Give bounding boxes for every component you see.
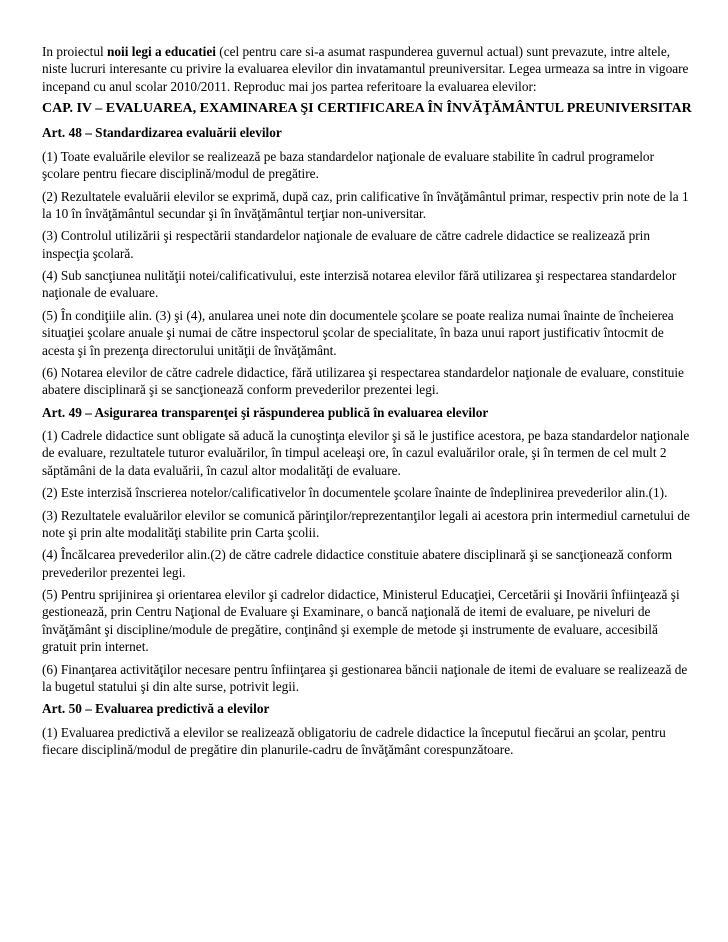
article-49-paragraph-6: (6) Finanţarea activităţilor necesare pentru înfiinţarea şi gestionarea băncii naţionale de itemi de evaluare se realizează de la bugetul statului şi din alte surse, potrivit legii.: [42, 661, 688, 694]
intro-paragraph: [42, 43, 692, 95]
article-49-paragraph-1: (1) Cadrele didactice sunt obligate să aducă la cunoştinţa elevilor şi să le justifice acestora, pe baza standardelor naţionale de evaluare, rezultatele tuturor evaluărilor, în timpul aceleaşi ore, în cazul evaluărilor orale, şi în termen de cel mult 2 săptămâni de la data evaluării, în cazul altor modalităţi de evaluare.: [42, 428, 690, 478]
article-50-title: Art. 50 – Evaluarea predictivă a elevilor: [42, 701, 270, 717]
article-49-paragraph-2: (2) Este interzisă înscrierea notelor/calificativelor în documentele şcolare înainte de îndeplinirea prevederilor alin.(1).: [42, 485, 668, 501]
article-48-paragraph-2: (2) Rezultatele evaluării elevilor se exprimă, după caz, prin calificative în învăţământul primar, respectiv prin note de la 1 la 10 în învăţământul secundar şi în învăţământul terţiar non-universitar.: [42, 188, 689, 221]
chapter-title: CAP. IV – EVALUAREA, EXAMINAREA ŞI CERTIFICAREA ÎN ÎNVĂŢĂMÂNTUL PREUNIVERSITAR: [42, 101, 692, 117]
article-49-paragraph-3: (3) Rezultatele evaluărilor elevilor se comunică părinţilor/reprezentanţilor legali ai acestora prin intermediul carnetului de note şi prin alte modalităţi stabilite prin Carta şcolii.: [42, 507, 690, 540]
article-49-paragraph-5: (5) Pentru sprijinirea şi orientarea elevilor şi cadrelor didactice, Ministerul Educaţiei, Cercetării şi Inovării înfiinţează şi gestionează, prin Centru Naţional de Evaluare şi Examinare, o bancă naţională de itemi de evaluare, pe niveluri de învăţământ şi discipline/module de pregătire, conţinând şi exemple de metode şi instrumente de evaluare, accesibilă gratuit prin internet.: [42, 587, 680, 655]
intro-suffix: (cel pentru care si-a asumat raspunderea guvernul actual) sunt prevazute, intre altele, niste lucruri interesante cu privire la evaluarea elevilor din invatamantul preuniversitar. Legea urmeaza sa intre in vigoare incepand cu anul scolar 2010/2011. Reproduc mai jos partea referitoare la evaluarea elevilor:: [42, 44, 689, 94]
article-48-paragraph-6: (6) Notarea elevilor de către cadrele didactice, fără utilizarea şi respectarea standardelor naţionale de evaluare, constituie abatere disciplinară şi se sancţionează conform prevederilor prezentei legi.: [42, 364, 684, 398]
article-50-paragraph-1: (1) Evaluarea predictivă a elevilor se realizează obligatoriu de cadrele didactice la începutul fiecărui an şcolar, pentru fiecare disciplină/modul de pregătire din planurile-cadru de învăţământ corespunzătoare.: [42, 724, 666, 757]
document-page: [42, 43, 692, 763]
article-49-title: Art. 49 – Asigurarea transparenţei şi răspunderea publică în evaluarea elevilor: [42, 404, 489, 420]
article-48-paragraph-3: (3) Controlul utilizării şi respectării standardelor naţionale de evaluare de către cadrele didactice se realizează prin inspecţia şcolară.: [42, 228, 651, 261]
article-48-paragraph-5: (5) În condiţiile alin. (3) şi (4), anularea unei note din documentele şcolare se poate realiza numai înainte de încheierea situaţiei şcolare anuale şi numai de către inspectorul şcolar de specialitate, în baza unui raport justificativ întocmit de acesta şi în prezenţa directorului unităţii de învăţământ.: [42, 307, 674, 358]
article-48-title: Art. 48 – Standardizarea evaluării elevilor: [42, 125, 282, 141]
intro-bold-term: noii legi a educatiei: [107, 44, 216, 59]
intro-prefix: In proiectul: [42, 44, 107, 59]
article-48-paragraph-4: (4) Sub sancţiunea nulităţii notei/calificativului, este interzisă notarea elevilor fără utilizarea şi respectarea standardelor naţionale de evaluare.: [42, 268, 677, 301]
article-48-paragraph-1: (1) Toate evaluările elevilor se realizează pe baza standardelor naţionale de evaluare stabilite în cadrul programelor şcolare pentru fiecare disciplină/modul de pregătire.: [42, 148, 655, 182]
article-49-paragraph-4: (4) Încălcarea prevederilor alin.(2) de către cadrele didactice constituie abatere disciplinară şi se sancţionează conform prevederilor prezentei legi.: [42, 547, 673, 580]
